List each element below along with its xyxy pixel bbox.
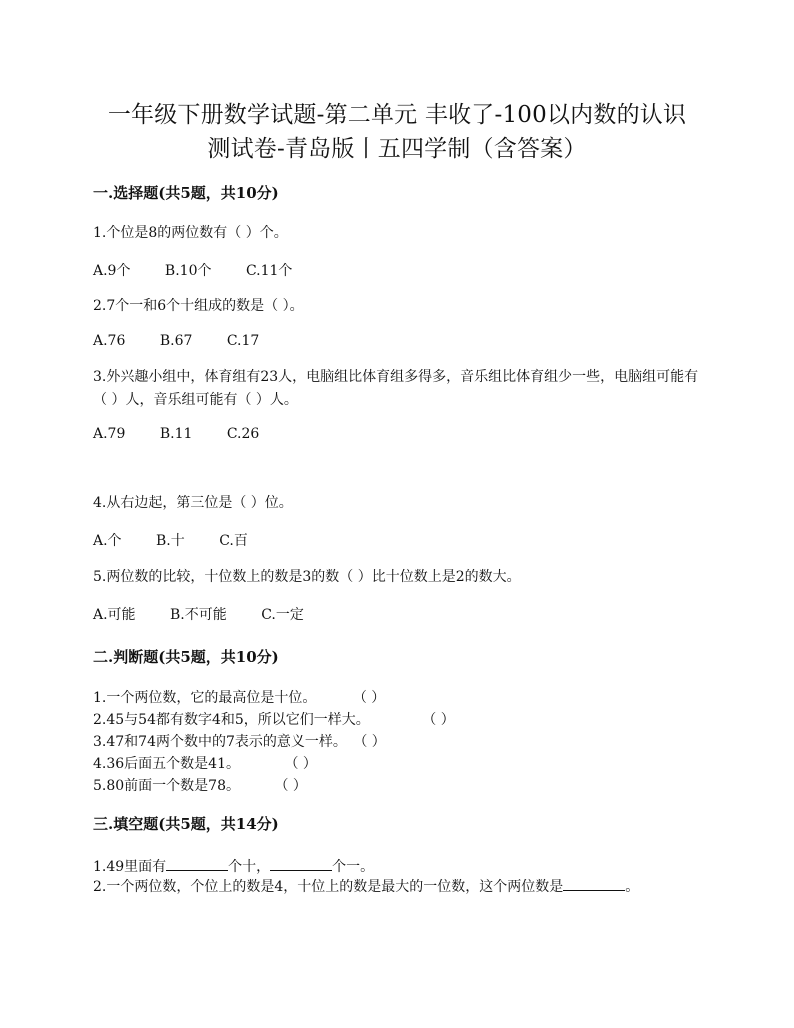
- question-2: 2.7个一和6个十组成的数是（ ）。: [93, 298, 304, 314]
- option-b: B.10个: [164, 263, 212, 279]
- judge-item-2: [93, 709, 455, 729]
- question-2-options: [93, 333, 289, 349]
- option-b: B.十: [156, 533, 185, 549]
- answer-blank[interactable]: [270, 856, 332, 871]
- question-5-options: [93, 604, 334, 624]
- option-a: A.9个: [93, 263, 131, 279]
- judge-text: 4.36后面五个数是41。: [93, 756, 240, 772]
- section-heading-judge: 二.判断题(共5题，共10分): [93, 648, 279, 666]
- question-3: 3.外兴趣小组中，体育组有23人，电脑组比体育组多得多，音乐组比体育组少一些，电脑组可能有（ ）人，音乐组可能有（ ）人。: [93, 369, 699, 408]
- option-c: C.11个: [245, 263, 293, 279]
- answer-paren: （ ）: [274, 778, 307, 794]
- fill-text-part-3: 个一。: [332, 859, 375, 875]
- fill-text-part-1: 2.一个两位数，个位上的数是4，十位上的数是最大的一位数，这个两位数是: [93, 879, 564, 895]
- judge-item-5: [93, 775, 307, 795]
- section-heading-choice: 一.选择题(共5题，共10分): [93, 184, 279, 202]
- question-5: 5.两位数的比较，十位数上的数是3的数（ ）比十位数上是2的数大。: [93, 569, 521, 585]
- title-line-1: 一年级下册数学试题-第二单元 丰收了-100以内数的认识: [107, 102, 687, 128]
- fill-text-part-2: 个十，: [228, 859, 271, 875]
- fill-text-part-2: 。: [625, 879, 640, 895]
- option-c: C.一定: [261, 607, 304, 623]
- judge-text: 5.80前面一个数是78。: [93, 778, 240, 794]
- option-b: B.11: [159, 426, 193, 442]
- option-a: A.可能: [93, 607, 136, 623]
- question-1-options: [93, 260, 322, 280]
- option-a: A.76: [93, 333, 126, 349]
- judge-text: 3.47和74两个数中的7表示的意义一样。: [93, 734, 347, 750]
- option-a: A.个: [93, 533, 122, 549]
- fill-question-2: [93, 876, 639, 896]
- title-line-2: 测试卷-青岛版丨五四学制（含答案）: [207, 136, 587, 162]
- option-c: C.26: [226, 426, 260, 442]
- answer-paren: （ ）: [284, 756, 317, 772]
- judge-item-4: [93, 753, 317, 773]
- question-4-options: [93, 530, 278, 550]
- question-3-options: [93, 426, 289, 442]
- answer-paren: （ ）: [353, 734, 386, 750]
- fill-question-1: [93, 856, 374, 876]
- answer-paren: （ ）: [352, 690, 386, 706]
- question-1: 1.个位是8的两位数有（ ）个。: [93, 225, 288, 241]
- answer-paren: （ ）: [422, 712, 455, 728]
- answer-blank[interactable]: [166, 856, 228, 871]
- section-heading-fill: 三.填空题(共5题，共14分): [93, 815, 279, 833]
- option-b: B.67: [159, 333, 193, 349]
- question-4: 4.从右边起，第三位是（ ）位。: [93, 495, 293, 511]
- option-c: C.百: [219, 533, 248, 549]
- fill-text-part-1: 1.49里面有: [93, 859, 167, 875]
- judge-item-3: [93, 731, 386, 751]
- judge-text: 2.45与54都有数字4和5，所以它们一样大。: [93, 712, 370, 728]
- judge-text: 1.一个两位数，它的最高位是十位。: [93, 690, 317, 706]
- judge-item-1: [93, 687, 385, 707]
- option-b: B.不可能: [170, 607, 227, 623]
- answer-blank[interactable]: [563, 876, 625, 891]
- option-c: C.17: [226, 333, 260, 349]
- option-a: A.79: [93, 426, 126, 442]
